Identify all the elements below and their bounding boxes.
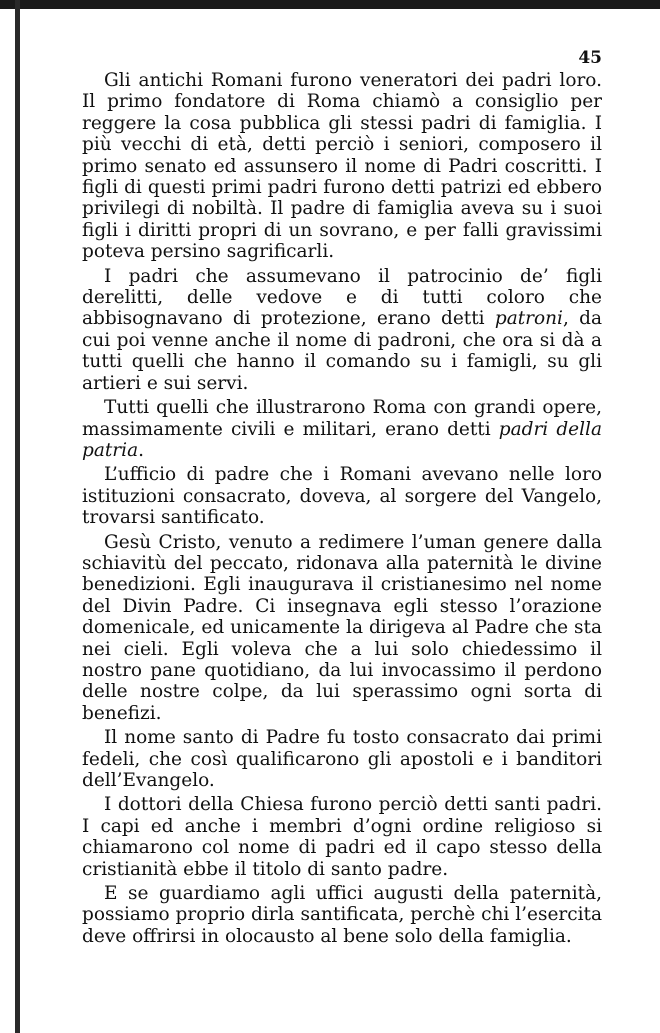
paragraph	[82, 266, 602, 394]
paragraph-text: , da cui poi venne anche il nome di padroni, che ora si dà a tutti quelli che hanno il comando su i famigli, su gli artieri e sui servi.	[82, 308, 602, 394]
paragraph-text: Tutti quelli che illustrarono Roma con grandi opere, massimamente civili e militari, erano detti	[82, 397, 602, 440]
paragraph	[82, 532, 602, 725]
page-top-edge	[0, 0, 660, 9]
page-text-body	[82, 70, 602, 947]
page-number: 45	[578, 48, 602, 68]
paragraph	[82, 727, 602, 791]
book-page	[82, 48, 602, 947]
paragraph	[82, 397, 602, 461]
paragraph-text: L’ufficio di padre che i Romani avevano nelle loro istituzioni consacrato, doveva, al sorgere del Vangelo, trovarsi santificato.	[82, 464, 602, 529]
paragraph-text: I padri che assumevano il patrocinio de’ figli derelitti, delle vedove e di tutti coloro che abbisognavano di protezione, erano detti	[82, 265, 602, 330]
paragraph-text: Gesù Cristo, venuto a redimere l’uman genere dalla schiavitù del peccato, ridonava alla paternità le divine benedizioni. Egli inaugurava il cristianesimo nel nome del Divin Padre. Ci insegnava egli stesso l’orazione domenicale, ed unicamente la dirigeva al Padre che sta nei cieli. Egli voleva che a lui solo chiedessimo il nostro pane quotidiano, da lui invocassimo il perdono delle nostre colpe, da lui sperassimo ogni sorta di benefizi.	[82, 531, 602, 724]
paragraph-text: Gli antichi Romani furono veneratori dei padri loro. Il primo fondatore di Roma chiamò a consiglio per reggere la cosa pubblica gli stessi padri di famiglia. I più vecchi di età, detti perciò i seniori, composero il primo senato ed assunsero il nome di Padri coscritti. I figli di questi primi padri furono detti patrizi ed ebbero privilegi di nobiltà. Il padre di famiglia aveva su i suoi figli i diritti propri di un sovrano, e per falli gravissimi poteva persino sagrificarli.	[82, 70, 602, 263]
page-binding-edge	[15, 0, 20, 1033]
italic-text: patroni	[494, 308, 563, 330]
paragraph-text: Il nome santo di Padre fu tosto consacrato dai primi fedeli, che così qualificarono gli apostoli e i banditori dell’Evangelo.	[82, 727, 602, 791]
paragraph	[82, 70, 602, 263]
paragraph-text: E se guardiamo agli uffici augusti della paternità, possiamo proprio dirla santificata, perchè chi l’esercita deve offrirsi in olocausto al bene solo della famiglia.	[82, 883, 602, 947]
paragraph	[82, 883, 602, 947]
paragraph	[82, 464, 602, 528]
paragraph	[82, 794, 602, 880]
italic-text: padri della patria	[82, 418, 602, 461]
paragraph-text: .	[138, 439, 144, 461]
paragraph-text: I dottori della Chiesa furono perciò detti santi padri. I capi ed anche i membri d’ogni ordine religioso si chiamarono col nome di padri ed il capo stesso della cristianità ebbe il titolo di santo padre.	[82, 794, 602, 880]
